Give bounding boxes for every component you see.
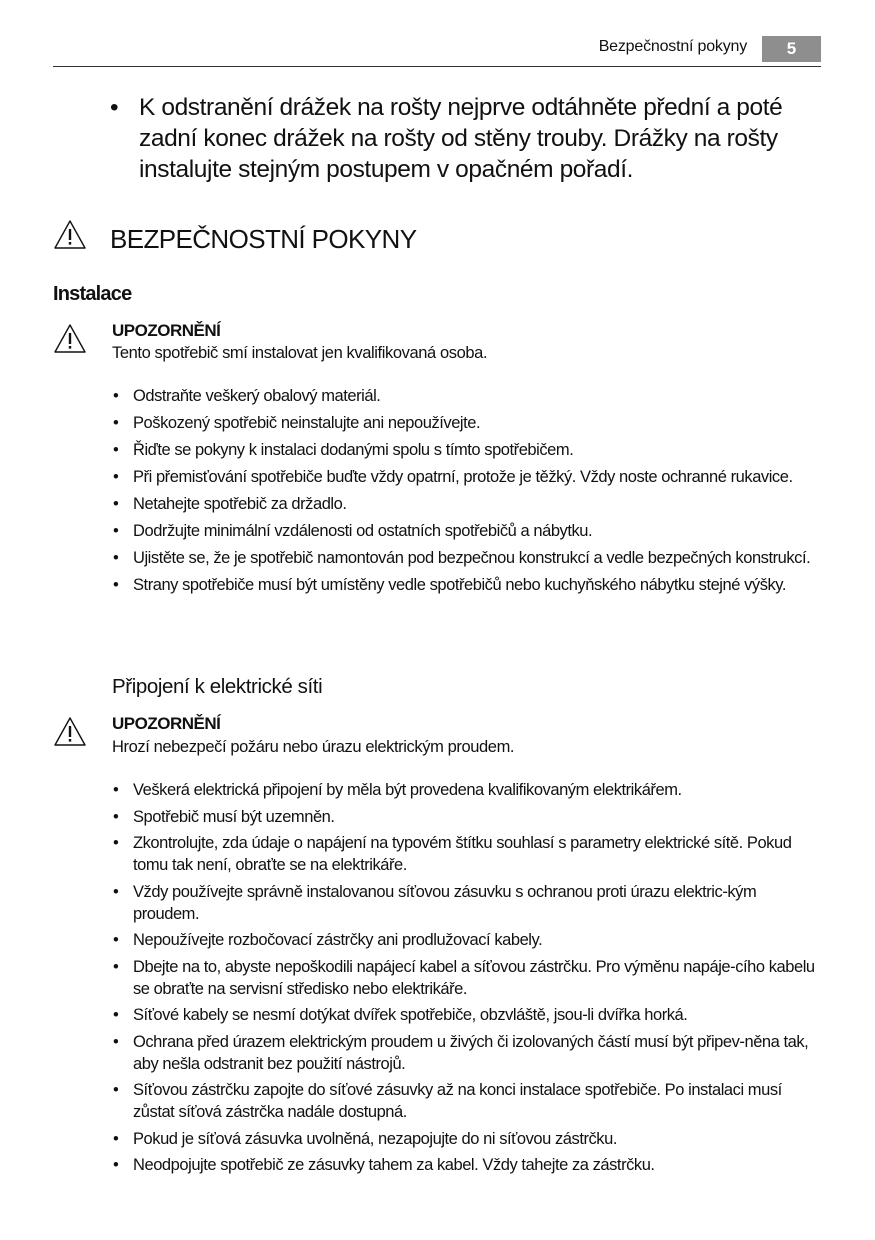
list-item: • Neodpojujte spotřebič ze zásuvky tahem za kabel. Vždy tahejte za zástrčku.: [112, 1154, 824, 1176]
list-item: • Ujistěte se, že je spotřebič namontován pod bezpečnou konstrukcí a vedle bezpečných konstrukcí.: [112, 547, 824, 569]
list-item: • Ochrana před úrazem elektrickým proudem u živých či izolovaných částí musí být připev-něna tak, aby nešla odstranit bez použití nástrojů.: [112, 1031, 824, 1075]
list-item: • Síťovou zástrčku zapojte do síťové zásuvky až na konci instalace spotřebiče. Po instalaci musí zůstat síťová zástrčka nadále dostupná.: [112, 1079, 824, 1123]
electrical-list: [112, 779, 824, 1181]
list-item: • Poškozený spotřebič neinstalujte ani nepoužívejte.: [112, 412, 824, 434]
list-item: • Nepoužívejte rozbočovací zástrčky ani prodlužovací kabely.: [112, 929, 824, 951]
warning-triangle-icon: [53, 716, 87, 748]
list-item: • Netahejte spotřebič za držadlo.: [112, 493, 824, 515]
list-item: • Vždy používejte správně instalovanou síťovou zásuvku s ochranou proti úrazu elektric-kým proudem.: [112, 881, 824, 925]
list-item: • Veškerá elektrická připojení by měla být provedena kvalifikovaným elektrikářem.: [112, 779, 824, 801]
bullet-icon: •: [110, 94, 119, 121]
list-item: • Pokud je síťová zásuvka uvolněná, nezapojujte do ni síťovou zástrčku.: [112, 1128, 824, 1150]
page-title: BEZPEČNOSTNÍ POKYNY: [110, 224, 417, 254]
electrical-warning-text: Hrozí nebezpečí požáru nebo úrazu elektrickým proudem.: [112, 738, 515, 756]
list-item: • Odstraňte veškerý obalový materiál.: [112, 385, 824, 407]
warning-triangle-icon: [53, 219, 87, 251]
warning-triangle-icon: [53, 323, 87, 355]
intro-text: K odstranění drážek na rošty nejprve odtáhněte přední a poté zadní konec drážek na rošty od stěny trouby. Drážky na rošty instalujte stejným postupem v opačném pořadí.: [139, 94, 783, 183]
electrical-heading: Připojení k elektrické síti: [112, 675, 323, 698]
list-item: • Dbejte na to, abyste nepoškodili napájecí kabel a síťovou zástrčku. Pro výměnu napáje-cího kabelu se obraťte na servisní středisko nebo elektrikáře.: [112, 956, 824, 1000]
list-item: • Strany spotřebiče musí být umístěny vedle spotřebičů nebo kuchyňského nábytku stejné výšky.: [112, 574, 824, 596]
installation-warning-text: Tento spotřebič smí instalovat jen kvalifikovaná osoba.: [112, 344, 488, 362]
list-item: • Spotřebič musí být uzemněn.: [112, 806, 824, 828]
list-item: • Zkontrolujte, zda údaje o napájení na typovém štítku souhlasí s parametry elektrické sítě. Pokud tomu tak není, obraťte se na elektrikáře.: [112, 832, 824, 876]
installation-list: [112, 385, 824, 601]
list-item: • Dodržujte minimální vzdálenosti od ostatních spotřebičů a nábytku.: [112, 520, 824, 542]
list-item: • Řiďte se pokyny k instalaci dodanými spolu s tímto spotřebičem.: [112, 439, 824, 461]
page-number: 5: [762, 36, 821, 62]
list-item: • Síťové kabely se nesmí dotýkat dvířek spotřebiče, obzvláště, jsou-li dvířka horká.: [112, 1004, 824, 1026]
installation-heading: Instalace: [53, 283, 132, 305]
list-item: • Při přemisťování spotřebiče buďte vždy opatrní, protože je těžký. Vždy noste ochranné rukavice.: [112, 466, 824, 488]
running-header-title: Bezpečnostní pokyny: [598, 38, 747, 55]
electrical-warning-title: UPOZORNĚNÍ: [112, 714, 221, 733]
intro-paragraph: [110, 92, 830, 185]
header-divider: [53, 66, 821, 67]
installation-warning-title: UPOZORNĚNÍ: [112, 321, 221, 340]
